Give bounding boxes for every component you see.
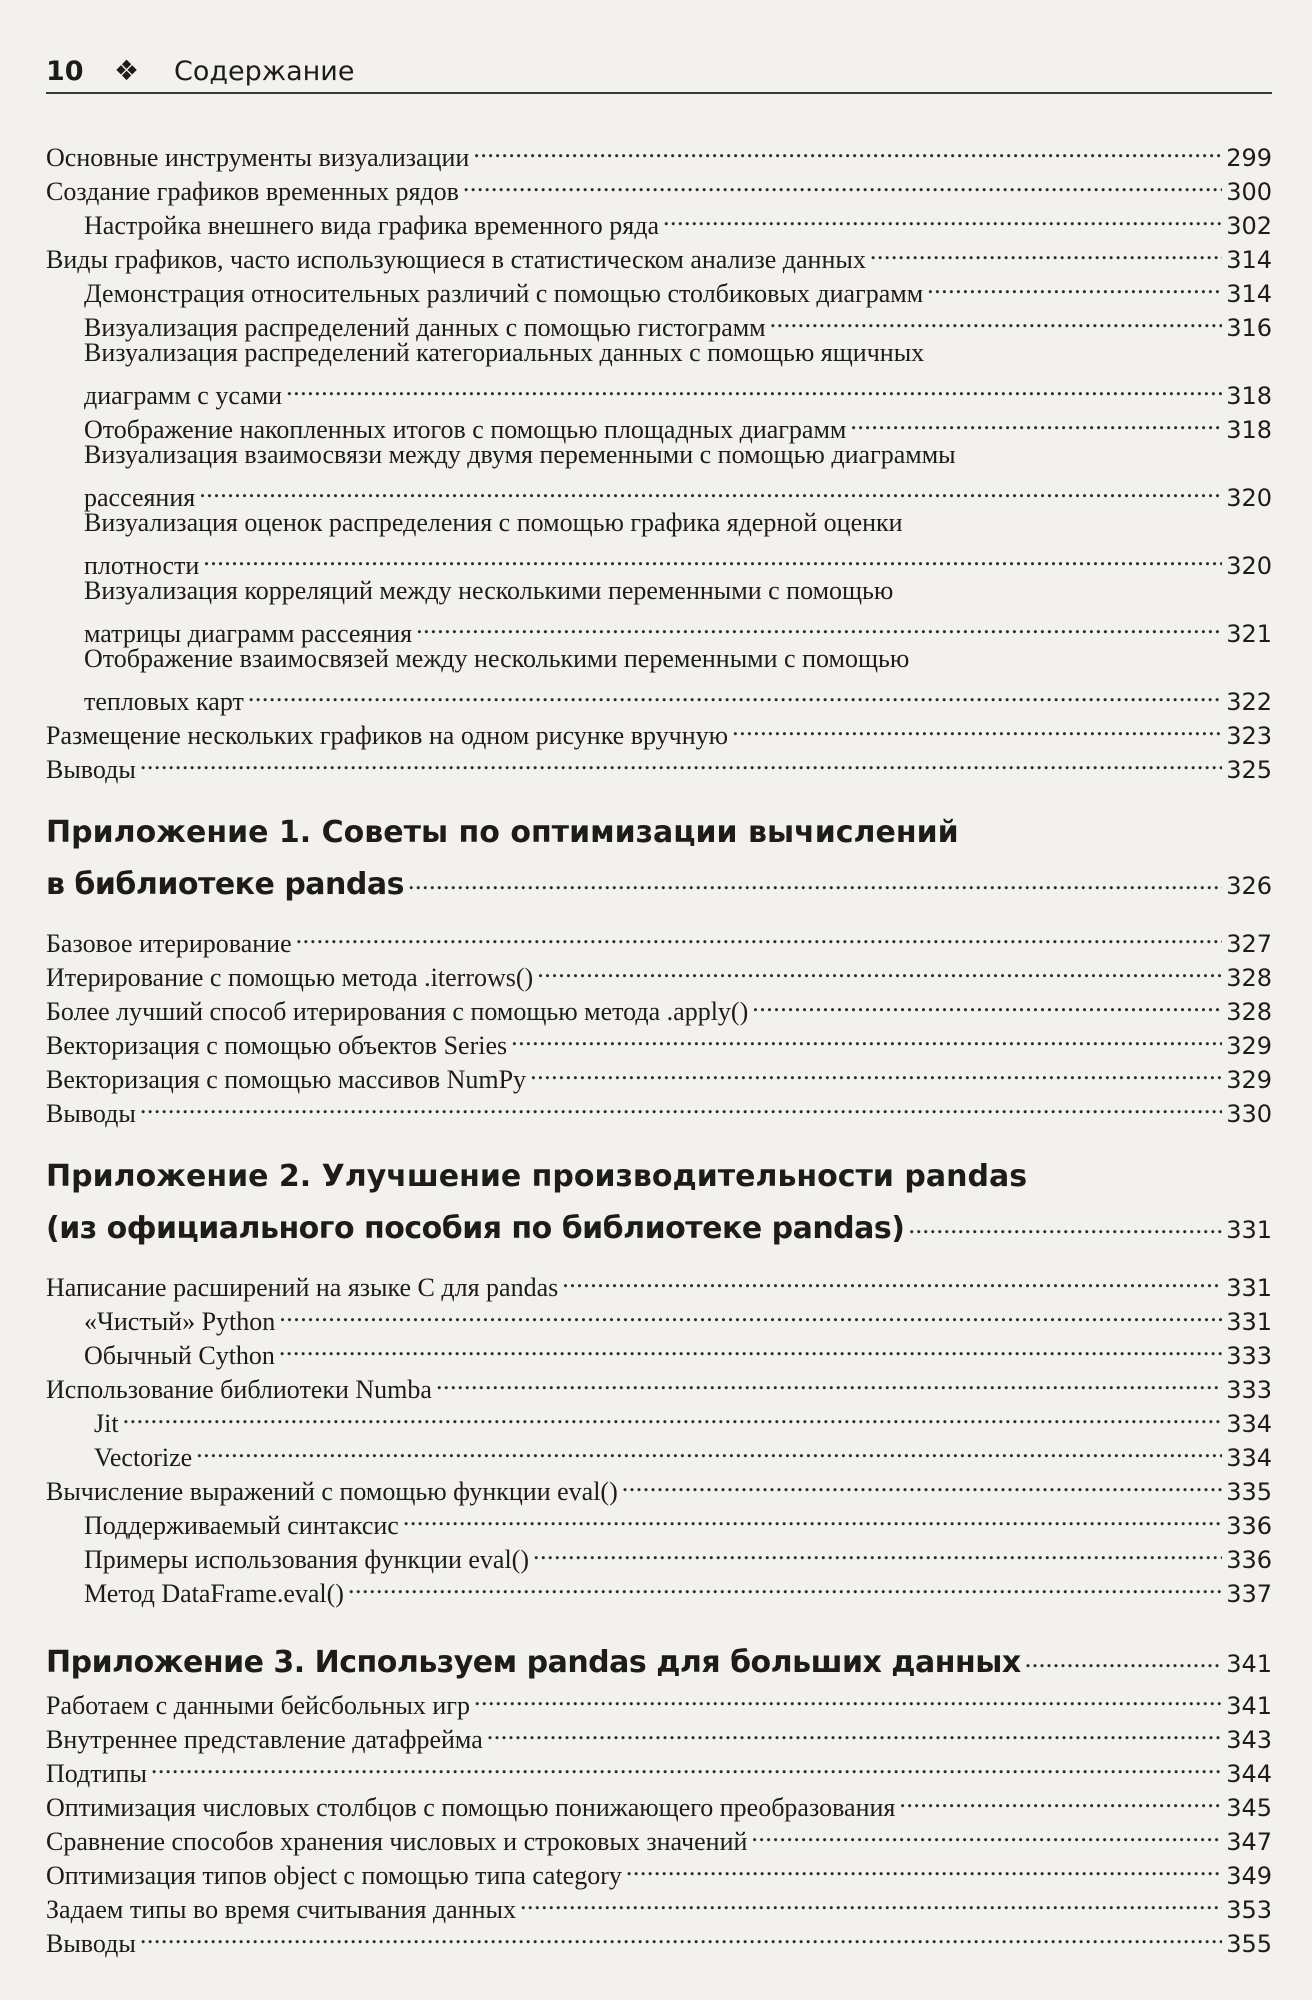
- leader-dots: [473, 132, 1222, 166]
- leader-dots: [530, 1054, 1222, 1088]
- leader-dots: [870, 234, 1222, 268]
- toc-entry-page: 325: [1226, 756, 1272, 784]
- leader-dots: [908, 1198, 1222, 1238]
- header-rule: [46, 92, 1272, 94]
- leader-dots: [348, 1568, 1222, 1602]
- toc-entry-page: 334: [1226, 1444, 1272, 1472]
- toc-entry-page: 336: [1226, 1546, 1272, 1574]
- toc-entry-page: 328: [1226, 964, 1272, 992]
- leader-dots: [752, 986, 1222, 1020]
- leader-dots: [203, 540, 1222, 574]
- toc-entry-page: 347: [1226, 1828, 1272, 1856]
- toc-entry: [46, 1918, 1272, 1961]
- leader-dots: [751, 1816, 1222, 1850]
- toc-entry-label: Визуализация взаимосвязи между двумя переменными с помощью диаграммы: [84, 440, 956, 469]
- toc-entry: [46, 506, 1272, 583]
- toc-entry-label: Оптимизация числовых столбцов с помощью понижающего преобразования: [46, 1793, 896, 1822]
- header-title: Содержание: [174, 56, 355, 87]
- toc-entry-label: Выводы: [46, 755, 136, 784]
- leader-dots: [1025, 1632, 1222, 1672]
- leader-dots: [463, 166, 1222, 200]
- appendix-title: Приложение 2. Улучшение производительности pandas: [46, 1159, 1028, 1194]
- toc-entry-label: Виды графиков, часто использующиеся в статистическом анализе данных: [46, 245, 866, 274]
- toc-entry: [46, 744, 1272, 787]
- leader-dots: [416, 608, 1222, 642]
- leader-dots: [403, 1500, 1222, 1534]
- leader-dots: [140, 744, 1222, 778]
- toc-entry-label: Демонстрация относительных различий с помощью столбиковых диаграмм: [84, 279, 924, 308]
- toc-entry-label: Написание расширений на языке C для pandas: [46, 1273, 559, 1302]
- leader-dots: [123, 1398, 1223, 1432]
- toc-entry-page: 345: [1226, 1794, 1272, 1822]
- toc-entry-page: 328: [1226, 998, 1272, 1026]
- appendix-page: 341: [1226, 1650, 1272, 1678]
- toc-entry: [46, 1568, 1272, 1611]
- leader-dots: [140, 1088, 1222, 1122]
- toc-entry-label: Визуализация корреляций между несколькими переменными с помощью: [84, 576, 894, 605]
- toc-entry-label: Выводы: [46, 1099, 136, 1128]
- toc-entry-label: Метод DataFrame.eval(): [84, 1579, 344, 1608]
- toc-entry-label: Визуализация распределений категориальных данных с помощью ящичных: [84, 338, 925, 367]
- toc-entry-label: Базовое итерирование: [46, 929, 292, 958]
- toc-entry-label: Визуализация оценок распределения с помощью графика ядерной оценки: [84, 508, 903, 537]
- leader-dots: [622, 1466, 1222, 1500]
- toc-entry-page: 318: [1226, 416, 1272, 444]
- leader-dots: [286, 370, 1222, 404]
- toc-entry-label-cont: диаграмм с усами: [84, 381, 283, 410]
- toc-entry-label: Оптимизация типов object с помощью типа category: [46, 1861, 622, 1890]
- appendix-title: Приложение 1. Советы по оптимизации вычислений: [46, 815, 959, 850]
- toc-entry-label: Подтипы: [46, 1759, 147, 1788]
- leader-dots: [850, 404, 1222, 438]
- toc-entry-label: Итерирование с помощью метода .iterrows(): [46, 963, 534, 992]
- toc-entry-page: 336: [1226, 1512, 1272, 1540]
- toc-entry-page: 323: [1226, 722, 1272, 750]
- appendix-page: 326: [1226, 872, 1272, 900]
- toc-entry-label-cont: плотности: [84, 551, 200, 580]
- toc-entry-page: 344: [1226, 1760, 1272, 1788]
- toc-entry-page: 327: [1226, 930, 1272, 958]
- toc-entry-label: Обычный Cython: [84, 1341, 275, 1370]
- leader-dots: [296, 918, 1223, 952]
- leader-dots: [562, 1262, 1222, 1296]
- toc-entry-page: 321: [1226, 620, 1272, 648]
- toc-entry-page: 331: [1226, 1274, 1272, 1302]
- appendix-heading: [46, 1156, 1272, 1251]
- toc-entry: [46, 1088, 1272, 1131]
- appendix-title-cont: в библиотеке pandas: [46, 867, 404, 902]
- toc-entry: [46, 336, 1272, 413]
- leader-dots: [537, 952, 1222, 986]
- leader-dots: [899, 1782, 1222, 1816]
- appendix-title-cont: (из официального пособия по библиотеке pandas): [46, 1211, 905, 1246]
- toc-entry-label: Векторизация с помощью объектов Series: [46, 1031, 508, 1060]
- ornament-icon: ❖: [114, 54, 140, 87]
- toc-entry-page: 302: [1226, 212, 1272, 240]
- toc-entry-label-cont: матрицы диаграмм рассеяния: [84, 619, 413, 648]
- leader-dots: [520, 1884, 1222, 1918]
- leader-dots: [626, 1850, 1222, 1884]
- toc-entry-label-cont: тепловых карт: [84, 687, 244, 716]
- toc-entry-page: 337: [1226, 1580, 1272, 1608]
- leader-dots: [279, 1296, 1222, 1330]
- toc-entry-label: Основные инструменты визуализации: [46, 143, 470, 172]
- toc-entry-label: Сравнение способов хранения числовых и строковых значений: [46, 1827, 748, 1856]
- toc-entry-page: 329: [1226, 1032, 1272, 1060]
- toc-entry-label: Размещение нескольких графиков на одном рисунке вручную: [46, 721, 729, 750]
- toc-entry-label: Выводы: [46, 1929, 136, 1958]
- appendix-heading: [46, 812, 1272, 907]
- leader-dots: [279, 1330, 1222, 1364]
- toc-entry: [46, 574, 1272, 651]
- toc-entry-page: 314: [1226, 280, 1272, 308]
- toc-entry-page: 333: [1226, 1376, 1272, 1404]
- toc-entry-page: 322: [1226, 688, 1272, 716]
- toc-entry-label: «Чистый» Python: [84, 1307, 276, 1336]
- toc-entry: [46, 642, 1272, 719]
- toc-entry-label: Поддерживаемый синтаксис: [84, 1511, 399, 1540]
- toc-entry-label: Настройка внешнего вида графика временного ряда: [84, 211, 660, 240]
- appendix-page: 331: [1226, 1216, 1272, 1244]
- toc-entry-page: 355: [1226, 1930, 1272, 1958]
- toc-entry-page: 318: [1226, 382, 1272, 410]
- toc-entry-page: 329: [1226, 1066, 1272, 1094]
- toc-entry: [46, 438, 1272, 515]
- leader-dots: [199, 472, 1222, 506]
- toc-entry-label: Создание графиков временных рядов: [46, 177, 459, 206]
- toc-entry-page: 320: [1226, 552, 1272, 580]
- appendix-heading: [46, 1632, 1272, 1685]
- toc-entry-page: 335: [1226, 1478, 1272, 1506]
- toc-entry-page: 341: [1226, 1692, 1272, 1720]
- leader-dots: [770, 302, 1223, 336]
- toc-entry-page: 333: [1226, 1342, 1272, 1370]
- leader-dots: [732, 710, 1222, 744]
- toc-entry-label: Отображение взаимосвязей между несколькими переменными с помощью: [84, 644, 910, 673]
- leader-dots: [436, 1364, 1222, 1398]
- toc-entry-label: Примеры использования функции eval(): [84, 1545, 529, 1574]
- toc-entry-page: 353: [1226, 1896, 1272, 1924]
- toc-entry-page: 330: [1226, 1100, 1272, 1128]
- toc-entry-label: Отображение накопленных итогов с помощью площадных диаграмм: [84, 415, 847, 444]
- leader-dots: [474, 1680, 1222, 1714]
- leader-dots: [408, 854, 1222, 894]
- toc-entry-label: Вычисление выражений с помощью функции eval(): [46, 1477, 618, 1506]
- toc-entry-label: Vectorize: [94, 1443, 193, 1472]
- toc-entry-label: Работаем с данными бейсбольных игр: [46, 1691, 470, 1720]
- leader-dots: [511, 1020, 1222, 1054]
- toc-entry-page: 331: [1226, 1308, 1272, 1336]
- toc-entry-label: Векторизация с помощью массивов NumPy: [46, 1065, 527, 1094]
- leader-dots: [248, 676, 1222, 710]
- toc-entry-page: 314: [1226, 246, 1272, 274]
- running-header: [46, 50, 1266, 96]
- leader-dots: [151, 1748, 1222, 1782]
- toc-entry-label-cont: рассеяния: [84, 483, 196, 512]
- toc-entry-page: 343: [1226, 1726, 1272, 1754]
- leader-dots: [533, 1534, 1222, 1568]
- toc-entry-page: 320: [1226, 484, 1272, 512]
- toc-entry-label: Jit: [94, 1409, 119, 1438]
- toc-entry-label: Визуализация распределений данных с помощью гистограмм: [84, 313, 766, 342]
- page-number: 10: [46, 56, 84, 87]
- appendix-title: Приложение 3. Используем pandas для больших данных: [46, 1645, 1021, 1680]
- toc-entry-label: Задаем типы во время считывания данных: [46, 1895, 516, 1924]
- leader-dots: [663, 200, 1222, 234]
- leader-dots: [487, 1714, 1222, 1748]
- toc-entry-label: Более лучший способ итерирования с помощью метода .apply(): [46, 997, 749, 1026]
- toc-entry-label: Использование библиотеки Numba: [46, 1375, 432, 1404]
- leader-dots: [927, 268, 1222, 302]
- toc-entry-page: 300: [1226, 178, 1272, 206]
- leader-dots: [196, 1432, 1222, 1466]
- toc-entry-page: 316: [1226, 314, 1272, 342]
- toc-entry-label: Внутреннее представление датафрейма: [46, 1725, 483, 1754]
- toc-entry-page: 299: [1226, 144, 1272, 172]
- leader-dots: [140, 1918, 1222, 1952]
- toc-entry-page: 349: [1226, 1862, 1272, 1890]
- toc-entry-page: 334: [1226, 1410, 1272, 1438]
